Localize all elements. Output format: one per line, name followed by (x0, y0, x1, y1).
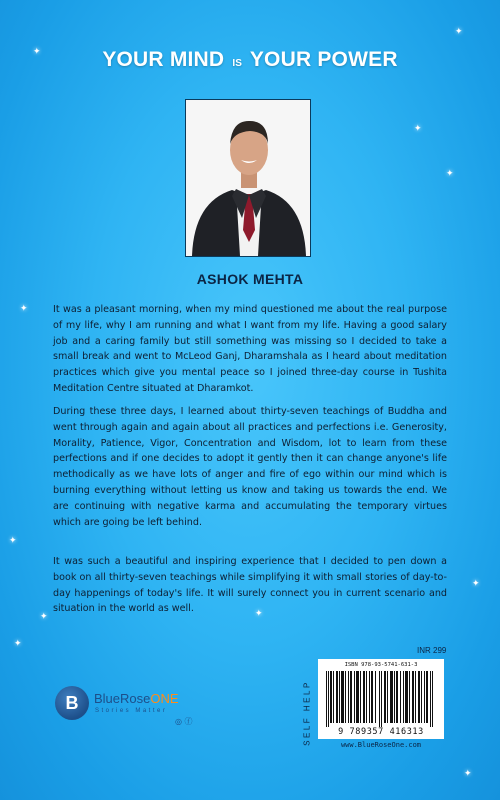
sparkle-icon: ✦ (446, 169, 454, 179)
author-name: ASHOK MEHTA (196, 271, 304, 287)
sparkle-icon: ✦ (40, 612, 48, 622)
sparkle-icon: ✦ (14, 639, 22, 649)
isbn-label: ISBN 978-93-5741-631-3 (344, 662, 418, 668)
price-label: INR 299 (417, 646, 447, 655)
sparkle-icon: ✦ (414, 124, 422, 134)
sparkle-icon: ✦ (255, 609, 263, 619)
title-part-1: YOUR MIND (102, 48, 225, 71)
blurb-paragraph-3: It was such a beautiful and inspiring experience that I decided to pen down a book on all thirty-seven teachings while simplifying it with small stories of day-to-day happenings of today's life. It will surely connect you in current scenario and situation in the world as well. (53, 556, 447, 615)
facebook-icon: ⓕ (184, 717, 193, 726)
genre-label: SELF HELP (302, 680, 312, 746)
title-part-2: IS (232, 58, 243, 69)
blurb-paragraph-1: It was a pleasant morning, when my mind questioned me about the real purpose of my life, why I am running and what I want from my life. Having a good salary job and a caring family but still something was missing so I decided to take a small break and went to McLeod Ganj, Dharamshala as I heard about meditation practices which give you mental peace so I joined three-day course in Tushita Meditation Centre situated at Dharamkot. (53, 304, 447, 394)
publisher-name (94, 691, 179, 706)
sparkle-icon: ✦ (455, 27, 463, 37)
publisher-name-part-2: ONE (150, 691, 179, 706)
title-part-3: YOUR POWER (249, 48, 398, 71)
publisher-website: www.BlueRoseOne.com (340, 741, 422, 749)
book-title (0, 48, 500, 72)
blurb-paragraph-2: During these three days, I learned about thirty-seven teachings of Buddha and went through again and again about all practices and perfections i.e. Generosity, Morality, Patience, Vigor, Concentration and Wisdom, lot to learn from these perfections and if one decides to adopt it gently then it can change anyone's life methodically as we have lots of anger and fire of ego within our mind which is burning everything without letting us know and taking us towards the end. We are continuing with negative karma and accumulating the temporary virtues which are going be left behind. (53, 406, 447, 528)
barcode-digits: 9 789357 416313 (338, 727, 424, 737)
publisher-logo-mark: B (55, 686, 89, 720)
author-photo (185, 99, 311, 257)
publisher-logo (55, 686, 215, 728)
sparkle-icon: ✦ (9, 536, 17, 546)
sparkle-icon: ✦ (33, 47, 41, 57)
social-icons (175, 716, 193, 727)
instagram-icon: ◎ (175, 717, 182, 726)
sparkle-icon: ✦ (20, 304, 28, 314)
sparkle-icon: ✦ (464, 769, 472, 779)
sparkle-icon: ✦ (472, 579, 480, 589)
publisher-tagline: Stories Matter (95, 708, 168, 714)
barcode (326, 671, 436, 727)
isbn-barcode-box (318, 659, 444, 739)
publisher-name-part-1: BlueRose (94, 691, 151, 706)
